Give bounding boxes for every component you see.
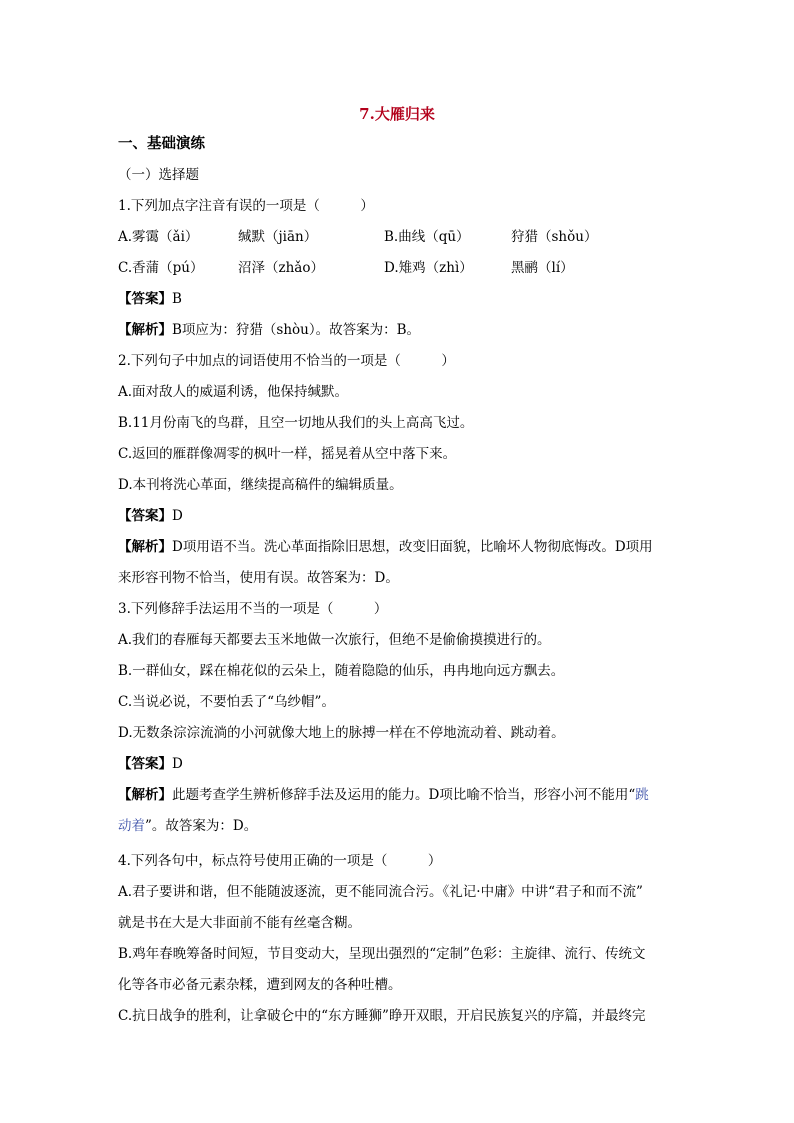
analysis-text: ”。故答案为：D。 — [145, 818, 258, 834]
question-1-stem: 1.下列加点字注音有误的一项是（ ） — [118, 198, 374, 214]
analysis-highlight: 动着 — [118, 818, 145, 834]
q3-option-d: D.无数条淙淙流淌的小河就像大地上的脉搏一样在不停地流动着、跳动着。 — [118, 725, 565, 741]
q1-option-d-2: 黑鹂（lí） — [511, 260, 574, 276]
analysis-label: 【解析】 — [118, 539, 172, 555]
analysis-text: 此题考查学生辨析修辞手法及运用的能力。D项比喻不恰当，形容小河不能用“ — [172, 787, 636, 803]
q1-option-a-1: A.雾霭（ǎi） — [118, 229, 199, 245]
q4-option-c-line-1: C.抗日战争的胜利，让拿破仑中的“东方睡狮”睁开双眼，开启民族复兴的序篇，并最终完 — [118, 1008, 646, 1024]
analysis-label: 【解析】 — [118, 322, 172, 338]
analysis-text: B项应为：狩猎（shòu）。故答案为：B。 — [172, 322, 421, 338]
subsection-heading: （一）选择题 — [118, 167, 199, 183]
q1-answer — [118, 290, 182, 308]
q1-option-a-2: 缄默（jiān） — [238, 229, 318, 245]
q2-answer — [118, 507, 183, 525]
analysis-label: 【解析】 — [118, 787, 172, 803]
q4-option-a-line-2: 就是书在大是大非面前不能有丝毫含糊。 — [118, 915, 361, 931]
section-heading: 一、基础演练 — [118, 135, 205, 152]
q2-option-d: D.本刊将洗心革面，继续提高稿件的编辑质量。 — [118, 477, 403, 493]
q3-analysis-line-1 — [118, 786, 649, 804]
q4-option-a-line-1: A.君子要讲和谐，但不能随波逐流，更不能同流合污。《礼记·中庸》中讲“君子和而不流” — [118, 884, 643, 900]
q2-option-b: B.11月份南飞的鸟群，且空一切地从我们的头上高高飞过。 — [118, 415, 474, 431]
answer-label: 【答案】 — [118, 291, 172, 307]
q3-option-c: C.当说必说，不要怕丢了“乌纱帽”。 — [118, 694, 335, 710]
q1-option-b-2: 狩猎（shǒu） — [511, 229, 598, 245]
question-3-stem: 3.下列修辞手法运用不当的一项是（ ） — [118, 601, 388, 617]
q2-analysis-line-1 — [118, 538, 653, 556]
q3-answer — [118, 755, 183, 773]
q1-analysis — [118, 321, 420, 339]
answer-value: D — [172, 508, 183, 524]
q2-option-c: C.返回的雁群像凋零的枫叶一样，摇晃着从空中落下来。 — [118, 446, 457, 462]
analysis-highlight: 跳 — [635, 787, 649, 803]
q4-option-b-line-2: 化等各市必备元素杂糅，遭到网友的各种吐槽。 — [118, 977, 402, 993]
q2-analysis-line-2: 来形容刊物不恰当，使用有误。故答案为：D。 — [118, 570, 399, 586]
question-4-stem: 4.下列各句中，标点符号使用正确的一项是（ ） — [118, 853, 442, 869]
answer-value: D — [172, 756, 183, 772]
q1-option-b-1: B.曲线（qū） — [384, 229, 470, 245]
answer-value: B — [172, 291, 182, 307]
answer-label: 【答案】 — [118, 508, 172, 524]
analysis-text: D项用语不当。洗心革面指除旧思想，改变旧面貌，比喻坏人物彻底悔改。D项用 — [172, 539, 653, 555]
q1-option-c-2: 沼泽（zhǎo） — [238, 260, 324, 276]
answer-label: 【答案】 — [118, 756, 172, 772]
q1-option-c-1: C.香蒲（pú） — [118, 260, 204, 276]
question-2-stem: 2.下列句子中加点的词语使用不恰当的一项是（ ） — [118, 353, 455, 369]
q4-option-b-line-1: B.鸡年春晚筹备时间短，节目变动大，呈现出强烈的“定制”色彩：主旋律、流行、传统文 — [118, 946, 646, 962]
q3-option-b: B.一群仙女，踩在棉花似的云朵上，随着隐隐的仙乐，冉冉地向远方飘去。 — [118, 663, 565, 679]
q1-option-d-1: D.雉鸡（zhì） — [384, 260, 473, 276]
page-title: 7.大雁归来 — [359, 105, 435, 123]
q2-option-a: A.面对敌人的威逼利诱，他保持缄默。 — [118, 384, 349, 400]
q3-option-a: A.我们的春雁每天都要去玉米地做一次旅行，但绝不是偷偷摸摸进行的。 — [118, 632, 551, 648]
q3-analysis-line-2 — [118, 817, 257, 835]
